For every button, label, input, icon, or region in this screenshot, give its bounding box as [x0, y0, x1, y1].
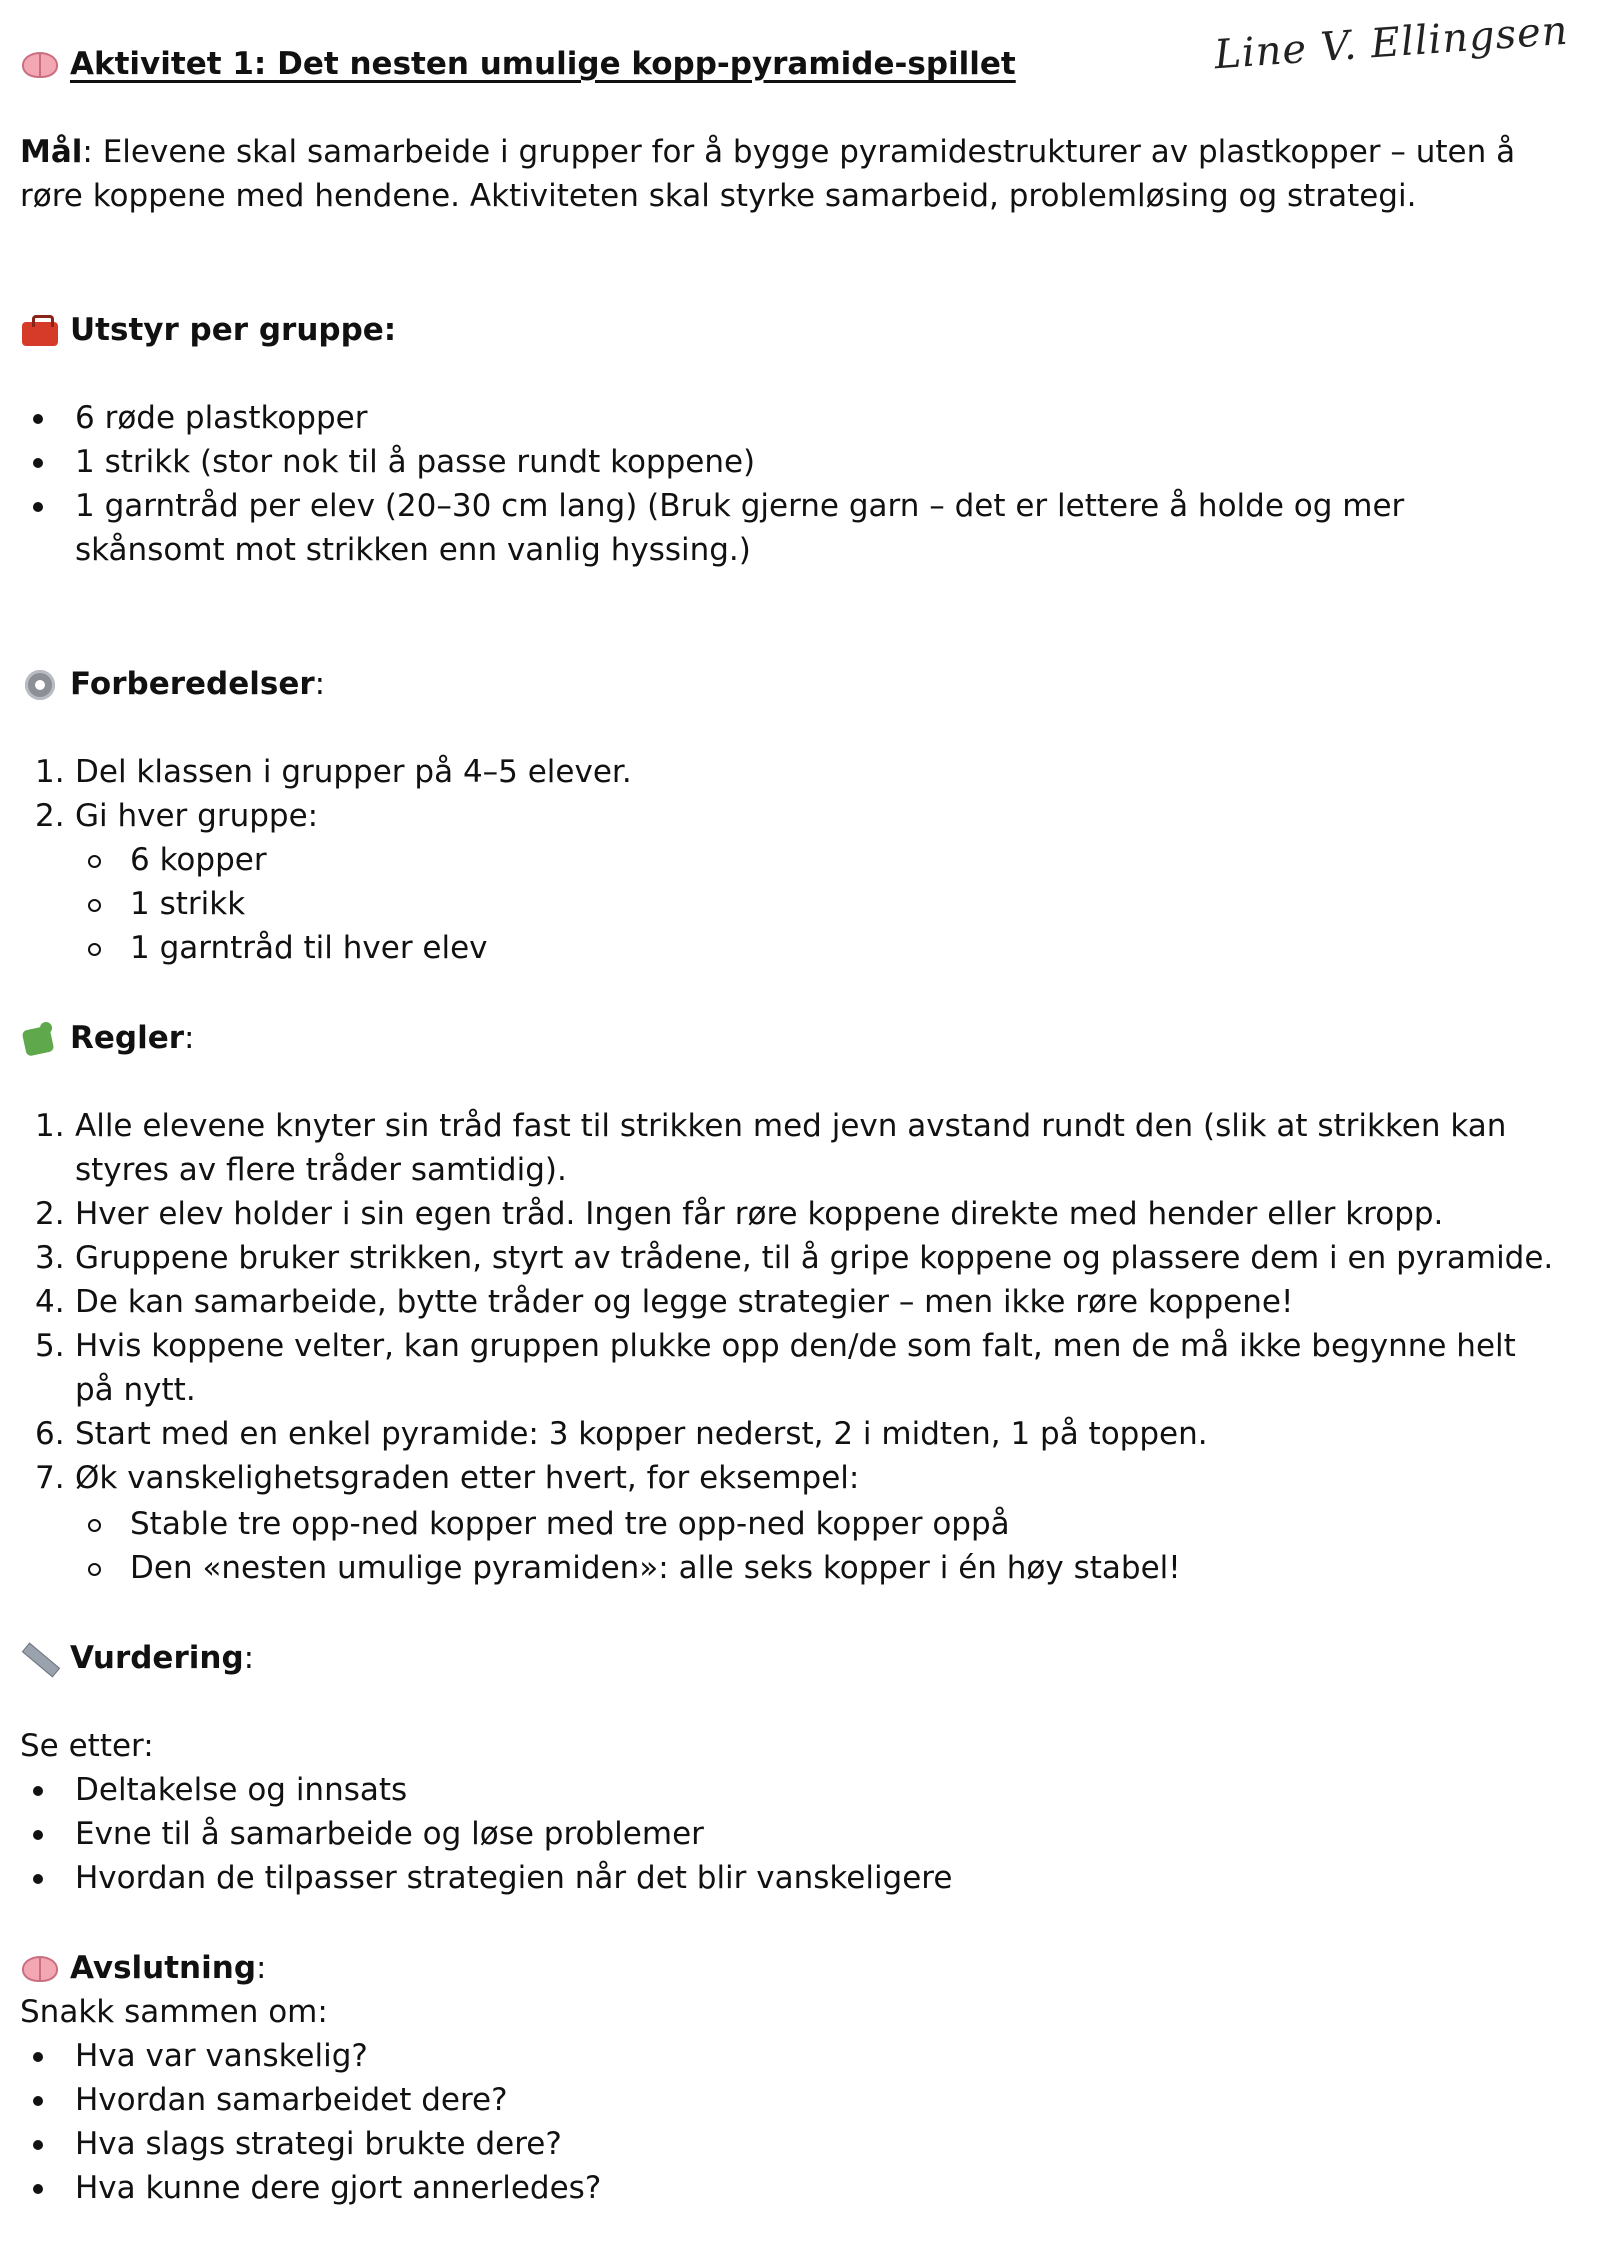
list-item: 5. Hvis koppene velter, kan gruppen plukke opp den/de som falt, men de må ikke begynne helt på nytt.: [35, 1328, 1516, 1408]
brain-icon: [20, 44, 60, 84]
equipment-heading-text: Utstyr per gruppe:: [70, 312, 397, 348]
list-item: Hva slags strategi brukte dere?: [20, 2122, 1560, 2166]
list-item: Evne til å samarbeide og løse problemer: [20, 1812, 1560, 1856]
sub-list-item: 6 kopper: [20, 838, 1560, 882]
closing-list: [20, 2034, 1560, 2210]
list-item: 2. Gi hver gruppe:: [35, 798, 319, 834]
signature: Line V. Ellingsen: [1213, 7, 1571, 79]
equipment-heading: [20, 308, 396, 352]
puzzle-piece-icon: [20, 1018, 60, 1058]
rules-heading: Regler:: [20, 1016, 194, 1060]
preparations-heading: Forberedelser:: [20, 662, 325, 706]
rules-heading-text: Regler: [70, 1020, 185, 1056]
closing-intro: Snakk sammen om:: [20, 1994, 328, 2030]
title-text: Aktivitet 1: Det nesten umulige kopp-pyramide-spillet: [70, 46, 1016, 82]
list-item: 3. Gruppene bruker strikken, styrt av trådene, til å gripe koppene og plassere dem i en pyramide.: [35, 1240, 1554, 1276]
rules-sublist: [20, 1502, 1560, 1590]
list-item: 7. Øk vanskelighetsgraden etter hvert, for eksempel:: [35, 1460, 860, 1496]
list-item: 6 røde plastkopper: [20, 396, 1560, 440]
goal-label: Mål: [20, 134, 83, 170]
list-item: Hva kunne dere gjort annerledes?: [20, 2166, 1560, 2210]
list-item: Hvordan de tilpasser strategien når det blir vanskeligere: [20, 1856, 1560, 1900]
equipment-list: [20, 396, 1560, 572]
sub-list-item: Den «nesten umulige pyramiden»: alle seks kopper i én høy stabel!: [20, 1546, 1560, 1590]
sub-list-item: 1 garntråd til hver elev: [20, 926, 1560, 970]
closing-heading-text: Avslutning: [70, 1950, 257, 1986]
list-item: 1. Alle elevene knyter sin tråd fast til strikken med jevn avstand rundt den (slik at strikken kan styres av flere tråder samtidig).: [35, 1108, 1507, 1188]
sub-list-item: Stable tre opp-ned kopper med tre opp-ned kopper oppå: [20, 1502, 1560, 1546]
list-item: 2. Hver elev holder i sin egen tråd. Ingen får røre koppene direkte med hender eller kropp.: [35, 1196, 1444, 1232]
assessment-heading-text: Vurdering: [70, 1640, 244, 1676]
preparations-list: [20, 750, 1560, 838]
goal-paragraph: [20, 130, 1560, 218]
assessment-heading: Vurdering:: [20, 1636, 254, 1680]
preparations-sublist: [20, 838, 1560, 970]
gear-icon: [20, 664, 60, 704]
brain-icon: [20, 1948, 60, 1988]
goal-text: : Elevene skal samarbeide i grupper for å bygge pyramidestrukturer av plastkopper – uten å røre koppene med hendene. Aktiviteten skal styrke samarbeid, problemløsing og strategi.: [20, 134, 1516, 214]
list-item: Hva var vanskelig?: [20, 2034, 1560, 2078]
list-item: Deltakelse og innsats: [20, 1768, 1560, 1812]
list-item: 1. Del klassen i grupper på 4–5 elever.: [35, 754, 632, 790]
list-item: 6. Start med en enkel pyramide: 3 kopper nederst, 2 i midten, 1 på toppen.: [35, 1416, 1208, 1452]
preparations-heading-text: Forberedelser: [70, 666, 315, 702]
list-item: 1 garntråd per elev (20–30 cm lang) (Bruk gjerne garn – det er lettere å holde og mer skånsomt mot strikken enn vanlig hyssing.): [20, 484, 1560, 572]
closing-heading: Avslutning:: [20, 1946, 266, 1990]
assessment-list: [20, 1768, 1560, 1900]
assessment-intro: Se etter:: [20, 1728, 154, 1764]
list-item: 4. De kan samarbeide, bytte tråder og legge strategier – men ikke røre koppene!: [35, 1284, 1294, 1320]
toolbox-icon: [20, 310, 60, 350]
list-item: 1 strikk (stor nok til å passe rundt koppene): [20, 440, 1560, 484]
sub-list-item: 1 strikk: [20, 882, 1560, 926]
list-item: Hvordan samarbeidet dere?: [20, 2078, 1560, 2122]
rules-list: [20, 1104, 1560, 1500]
ruler-icon: [20, 1638, 60, 1678]
page-title: [20, 42, 1016, 86]
